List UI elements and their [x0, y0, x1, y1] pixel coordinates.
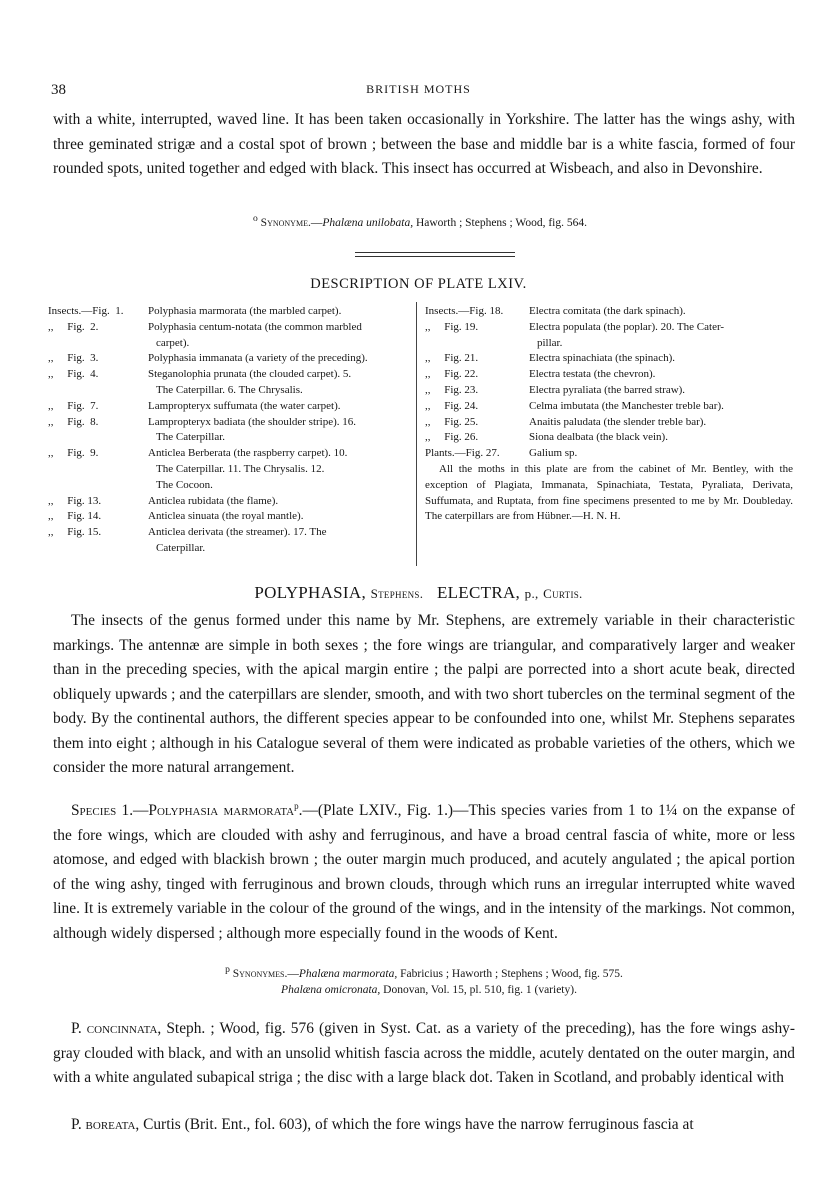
genus-heading	[0, 583, 837, 603]
genus-paragraph: The insects of the genus formed under this name by Mr. Stephens, are extremely variable in their characteristic markings. The antennæ are simple in both sexes ; the fore wings are triangular, and comparatively larger and weaker than in the preceding species, with the apical margin entire ; the palpi are porrected into a short acute beak, directed obliquely upwards ; and the caterpillars are slender, smooth, and with two short tubercles on the terminal segment of the body. By the continental authors, the different species appear to be confounded into one, whilst Mr. Stephens separates them into eight ; although in his Catalogue several of them were indicated as probable varieties of the others, which we consider the more natural arrangement.	[53, 612, 795, 776]
plate-entry-body	[148, 415, 410, 447]
plate-entry-body	[148, 367, 410, 399]
plate-entry-figure: Insects.—Fig. 1.	[48, 305, 124, 317]
footnote-label: Synonyme.—	[260, 216, 323, 229]
plate-entry-figure: ,, Fig. 25.	[425, 415, 479, 428]
intro-footnote	[120, 211, 720, 231]
plate-entry-figure: ,, Fig. 13.	[48, 494, 102, 507]
fn-species-1: Phalæna marmorata,	[298, 967, 398, 980]
plate-entry	[425, 351, 793, 367]
plate-entry-text: Anticlea sinuata (the royal mantle).	[148, 510, 304, 523]
concinnata-paragraph	[53, 1017, 795, 1091]
plate-entry-text: Anticlea Berberata (the raspberry carpet). 10.	[148, 447, 348, 460]
plate-entry	[425, 304, 793, 320]
plate-entry-body	[148, 494, 410, 510]
plate-entry-body	[148, 351, 410, 367]
fn-mark: p	[225, 964, 230, 975]
plate-entry	[425, 320, 793, 352]
plate-entry-text: Polyphasia immanata (a variety of the preceding).	[148, 352, 368, 365]
plate-entry-figure: Insects.—Fig. 18.	[425, 305, 504, 317]
concinnata-text: , Steph. ; Wood, fig. 576 (given in Syst. Cat. as a variety of the preceding), has the fore wings ashy-gray clouded with black, and with an unsolid whitish fascia across the middle, acutely dentated on the outer margin, and with a white angulated subapical striga ; the disc with a large black dot. Taken in Scotland, and probably identical with	[53, 1020, 795, 1086]
column-divider	[416, 302, 417, 566]
plate-entry-body	[529, 399, 793, 415]
genus-mark: p.,	[524, 586, 539, 601]
plate-right-column	[425, 304, 793, 525]
plate-entry	[48, 415, 410, 447]
concinnata-label: P. concinnata	[71, 1020, 158, 1037]
plate-entry-text: Siona dealbata (the black vein).	[529, 431, 668, 444]
footnote-mark: o	[253, 213, 258, 224]
plate-entry-figure: ,, Fig. 19.	[425, 320, 479, 333]
plate-entry-body	[148, 509, 410, 525]
plate-entry-body	[529, 430, 793, 446]
plate-entry-figure: ,, Fig. 7.	[48, 399, 99, 412]
plate-entry-figure: ,, Fig. 2.	[48, 320, 99, 333]
plate-entry	[48, 494, 410, 510]
plate-entry	[425, 383, 793, 399]
species-1-mark: p	[294, 801, 299, 811]
plate-entry	[48, 351, 410, 367]
plate-entry-continuation: The Caterpillar. 11. The Chrysalis. 12. The Cocoon.	[156, 462, 325, 491]
plate-entry-text: Electra comitata (the dark spinach).	[529, 305, 686, 317]
plate-entry-body	[529, 415, 793, 431]
plate-entry-figure: Plants.—Fig. 27.	[425, 447, 500, 460]
genus-name-electra: ELECTRA,	[436, 583, 521, 602]
plate-entry-figure: ,, Fig. 26.	[425, 431, 479, 444]
plate-entry-figure: ,, Fig. 3.	[48, 352, 99, 365]
plate-entry-continuation: carpet).	[156, 336, 190, 349]
plate-entry-continuation: The Caterpillar. 6. The Chrysalis.	[156, 383, 303, 396]
plate-entry-text: Lampropteryx suffumata (the water carpet).	[148, 399, 341, 412]
genus-author-1: Stephens.	[370, 586, 424, 601]
plate-note: All the moths in this plate are from the cabinet of Mr. Bentley, with the exception of Plagiata, Immanata, Spinachiata, Testata, Pyraliata, Derivata, Suffumata, and Ruptata, from fine specimens presented to me by Mr. Doubleday. The caterpillars are from Hübner.—H. N. H.	[425, 462, 793, 523]
species-1-paragraph	[53, 794, 795, 946]
plate-entry-text: Electra populata (the poplar). 20. The Cater-	[529, 320, 725, 333]
plate-entry	[48, 525, 410, 557]
double-rule	[355, 252, 515, 260]
plate-entry-body	[529, 304, 793, 320]
plate-entry-figure: ,, Fig. 14.	[48, 510, 102, 523]
plate-entry	[425, 446, 793, 462]
plate-entry	[48, 304, 410, 320]
plate-entry-figure: ,, Fig. 24.	[425, 399, 479, 412]
plate-entry-text: Steganolophia prunata (the clouded carpet). 5.	[148, 368, 352, 381]
genus-author-2: Curtis.	[543, 586, 583, 601]
plate-entry	[425, 399, 793, 415]
plate-entry-figure: ,, Fig. 8.	[48, 415, 99, 428]
species-1-text: .—(Plate LXIV., Fig. 1.)—This species varies from 1 to 1¼ on the expanse of the fore wings, which are clouded with ashy and ferruginous, and have a broad central fascia of white, more or less atomose, and edged with blackish brown ; the outer margin much produced, and acutely angulated ; the apical portion of the wing ashy, tinged with ferruginous and brown clouds, through which runs an irregular interrupted white waved line. It is extremely variable in the colour of the ground of the wings, and in the intensity of the markings. Not common, although widely dispersed ; although more especially found in the woods of Kent.	[53, 802, 795, 942]
plate-entry	[48, 320, 410, 352]
fn-rest-2: Donovan, Vol. 15, pl. 510, fig. 1 (variety).	[380, 983, 577, 996]
species-1-footnote	[53, 962, 795, 998]
plate-entry-body	[529, 351, 793, 367]
plate-entry-text: Celma imbutata (the Manchester treble bar).	[529, 399, 724, 412]
plate-entry-body	[529, 446, 793, 462]
footnote-rest: Haworth ; Stephens ; Wood, fig. 564.	[413, 216, 587, 229]
plate-entry-text: Electra pyraliata (the barred straw).	[529, 383, 686, 396]
plate-entry-text: Polyphasia marmorata (the marbled carpet).	[148, 305, 342, 317]
plate-entry-continuation: Caterpillar.	[156, 541, 206, 554]
plate-entry-text: Electra testata (the chevron).	[529, 368, 656, 381]
plate-entry-body	[148, 304, 410, 320]
boreata-text: , Curtis (Brit. Ent., fol. 603), of which the fore wings have the narrow ferruginous fascia at	[135, 1116, 694, 1133]
plate-entry	[425, 430, 793, 446]
plate-entry-text: Electra spinachiata (the spinach).	[529, 352, 675, 365]
plate-entry	[48, 446, 410, 493]
plate-entry-body	[529, 383, 793, 399]
plate-entry-figure: ,, Fig. 4.	[48, 368, 99, 381]
plate-entry-body	[529, 320, 793, 352]
page-number: 38	[51, 82, 66, 98]
plate-entry-figure: ,, Fig. 9.	[48, 447, 99, 460]
plate-entry-continuation: pillar.	[537, 336, 563, 349]
fn-label: Synonymes.—	[232, 967, 299, 980]
boreata-label: P. boreata	[71, 1116, 136, 1133]
intro-paragraph: with a white, interrupted, waved line. It has been taken occasionally in Yorkshire. The latter has the wings ashy, with three geminated strigæ and a costal spot of brown ; between the base and middle bar is a white fascia, formed of four rounded spots, united together and edged with black. This insect has occurred at Wisbeach, and also in Devonshire.	[53, 111, 795, 177]
plate-entry	[48, 509, 410, 525]
plate-entry-body	[148, 525, 410, 557]
plate-entry-body	[148, 446, 410, 493]
plate-title: DESCRIPTION OF PLATE LXIV.	[310, 276, 527, 292]
plate-entry-body	[148, 320, 410, 352]
boreata-paragraph	[53, 1113, 795, 1138]
plate-entry	[425, 367, 793, 383]
fn-rest-1: Fabricius ; Haworth ; Stephens ; Wood, fig. 575.	[397, 967, 623, 980]
plate-entry	[48, 399, 410, 415]
plate-entry-figure: ,, Fig. 15.	[48, 526, 102, 539]
fn-species-2: Phalæna omicronata,	[281, 983, 381, 996]
plate-entry-figure: ,, Fig. 23.	[425, 383, 479, 396]
plate-entry	[48, 367, 410, 399]
species-1-label: Species 1.—Polyphasia marmorata	[71, 802, 295, 820]
plate-left-column	[48, 304, 410, 557]
plate-entry-text: Anticlea derivata (the streamer). 17. The	[148, 526, 327, 539]
plate-entry	[425, 415, 793, 431]
plate-entry-text: Lampropteryx badiata (the shoulder stripe). 16.	[148, 415, 357, 428]
footnote-species: Phalæna unilobata,	[322, 216, 414, 229]
running-head: BRITISH MOTHS	[366, 82, 471, 96]
plate-entry-text: Galium sp.	[529, 447, 578, 460]
plate-entry-text: Anticlea rubidata (the flame).	[148, 494, 279, 507]
plate-entry-body	[148, 399, 410, 415]
plate-entry-text: Anaitis paludata (the slender treble bar).	[529, 415, 707, 428]
plate-entry-figure: ,, Fig. 21.	[425, 352, 479, 365]
genus-name-polyphasia: POLYPHASIA,	[254, 583, 367, 602]
plate-entry-body	[529, 367, 793, 383]
plate-entry-continuation: The Caterpillar.	[156, 431, 226, 444]
plate-entry-text: Polyphasia centum-notata (the common marbled	[148, 320, 362, 333]
plate-entry-figure: ,, Fig. 22.	[425, 368, 479, 381]
